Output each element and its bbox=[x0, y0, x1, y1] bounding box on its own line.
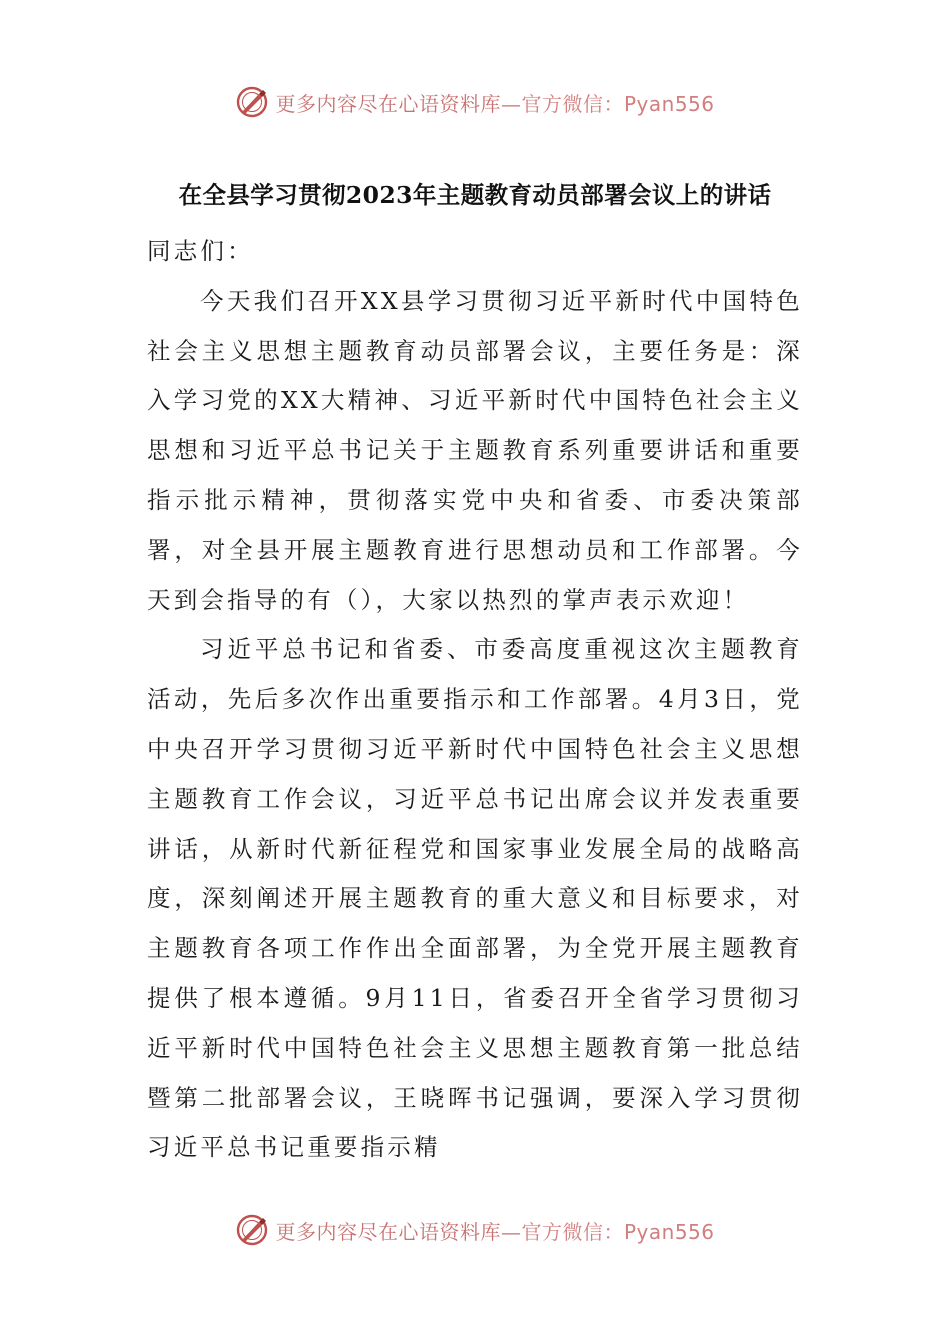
pen-seal-logo-icon bbox=[235, 85, 269, 119]
watermark-dash: — bbox=[500, 91, 522, 116]
footer-watermark-banner bbox=[0, 1208, 950, 1252]
header-watermark-banner bbox=[0, 80, 950, 124]
salutation: 同志们： bbox=[147, 237, 254, 265]
watermark-text bbox=[275, 1216, 714, 1245]
watermark-dash: — bbox=[500, 1219, 522, 1244]
watermark-site-text: 更多内容尽在心语资料库 bbox=[275, 91, 501, 116]
pen-seal-logo-icon bbox=[235, 1213, 269, 1247]
watermark-wechat-label: 官方微信： bbox=[521, 1219, 624, 1244]
document-body bbox=[147, 227, 803, 1173]
watermark-site-text: 更多内容尽在心语资料库 bbox=[275, 1219, 501, 1244]
watermark-wechat-label: 官方微信： bbox=[521, 91, 624, 116]
body-paragraph-2: 习近平总书记和省委、市委高度重视这次主题教育活动，先后多次作出重要指示和工作部署。4月3日，党中央召开学习贯彻习近平新时代中国特色社会主义思想主题教育工作会议，习近平总书记出席会议并发表重要讲话，从新时代新征程党和国家事业发展全局的战略高度，深刻阐述开展主题教育的重大意义和目标要求，对主题教育各项工作作出全面部署，为全党开展主题教育提供了根本遵循。9月11日，省委召开全省学习贯彻习近平新时代中国特色社会主义思想主题教育第一批总结暨第二批部署会议，王晓晖书记强调，要深入学习贯彻习近平总书记重要指示精 bbox=[147, 635, 803, 1162]
watermark-text bbox=[275, 88, 714, 117]
body-paragraph-1: 今天我们召开XX县学习贯彻习近平新时代中国特色社会主义思想主题教育动员部署会议，主要任务是：深入学习党的XX大精神、习近平新时代中国特色社会主义思想和习近平总书记关于主题教育系列重要讲话和重要指示批示精神，贯彻落实党中央和省委、市委决策部署，对全县开展主题教育进行思想动员和工作部署。今天到会指导的有（），大家以热烈的掌声表示欢迎！ bbox=[147, 286, 803, 614]
document-title: 在全县学习贯彻2023年主题教育动员部署会议上的讲话 bbox=[178, 181, 772, 209]
watermark-account: Pyan556 bbox=[623, 91, 715, 116]
watermark-account: Pyan556 bbox=[623, 1219, 715, 1244]
